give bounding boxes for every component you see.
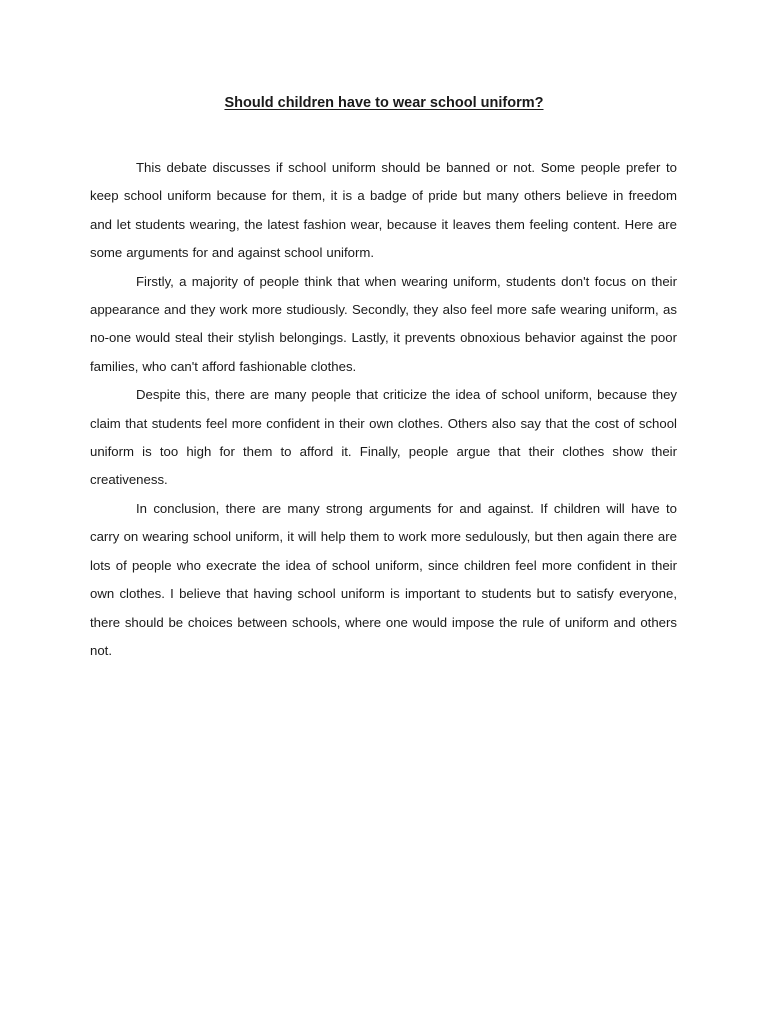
paragraph-introduction: This debate discusses if school uniform should be banned or not. Some people prefer to keep school uniform because for them, it is a badge of pride but many others believe in freedom and let students wearing, the latest fashion wear, because it leaves them feeling content. Here are some arguments for and against school uniform. xyxy=(90,160,677,261)
document-title: Should children have to wear school uniform? xyxy=(224,95,544,111)
paragraph-arguments-for: Firstly, a majority of people think that when wearing uniform, students don't focus on their appearance and they work more studiously. Secondly, they also feel more safe wearing uniform, as no-one would steal their stylish belongings. Lastly, it prevents obnoxious behavior against the poor families, who can't afford fashionable clothes. xyxy=(90,273,677,374)
document-body xyxy=(90,154,677,665)
paragraph-arguments-against: Despite this, there are many people that criticize the idea of school uniform, because they claim that students feel more confident in their own clothes. Others also say that the cost of school uniform is too high for them to afford it. Finally, people argue that their clothes show their creativeness. xyxy=(90,387,677,488)
paragraph-conclusion: In conclusion, there are many strong arguments for and against. If children will have to carry on wearing school uniform, it will help them to work more sedulously, but then again there are lots of people who execrate the idea of school uniform, since children feel more confident in their own clothes. I believe that having school uniform is important to students but to satisfy everyone, there should be choices between schools, where one would impose the rule of uniform and others not. xyxy=(90,500,677,658)
